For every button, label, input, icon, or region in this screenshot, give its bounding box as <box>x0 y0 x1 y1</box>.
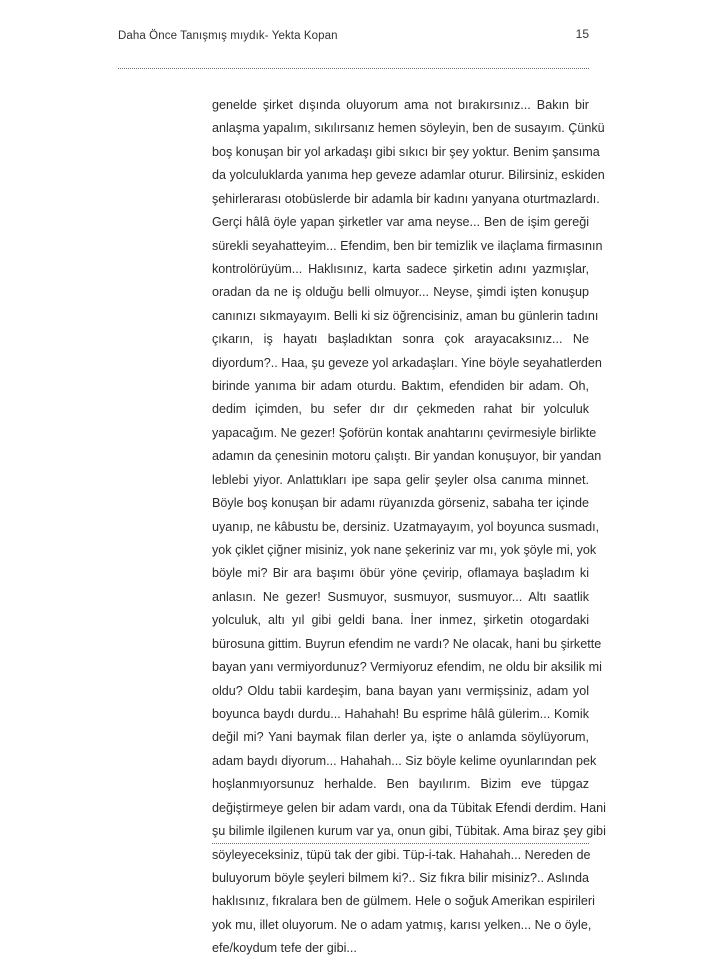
text-line: diyordum?.. Haa, şu geveze yol arkadaşları. Yine böyle seyahatlerden <box>212 355 602 370</box>
text-line: leblebi yiyor. Anlattıkları ipe sapa gelir şeyler olsa canıma minnet. <box>212 472 589 487</box>
text-line: sürekli seyahatteyim... Efendim, ben bir temizlik ve ilaçlama firmasının <box>212 238 603 253</box>
text-line: canınızı sıkmayayım. Belli ki siz öğrencisiniz, aman bu günlerin tadını <box>212 308 599 323</box>
page-number: 15 <box>575 27 589 41</box>
text-line: Gerçi hâlâ öyle yapan şirketler var ama neyse... Ben de işim gereği <box>212 215 589 230</box>
text-line: adamın da çenesinin motoru çalıştı. Bir yandan konuşuyor, bir yandan <box>212 449 602 464</box>
text-line: yolculuk, altı yıl gibi geldi bana. İner inmez, şirketin otogardaki <box>212 613 589 628</box>
text-line: şehirlerarası otobüslerde bir adamla bir kadını yanyana oturtmazlardı. <box>212 191 600 206</box>
text-line: uyanıp, ne kâbustu be, dersiniz. Uzatmayayım, yol boyunca susmadı, <box>212 519 600 534</box>
text-line: bayan yanı vermiyordunuz? Vermiyoruz efendim, ne oldu bir aksilik mi <box>212 660 602 675</box>
text-line: yok mu, illet oluyorum. Ne o adam yatmış, karısı yelken... Ne o öyle, <box>212 917 592 932</box>
text-line: yok çiklet çiğner misiniz, yok nane şekeriniz var mı, yok şöyle mi, yok <box>212 543 597 558</box>
text-line: böyle mi? Bir ara başımı öbür yöne çevirip, oflamaya başladım ki <box>212 566 589 581</box>
text-line: yapacağım. Ne gezer! Şoförün kontak anahtarını çevirmesiyle birlikte <box>212 425 597 440</box>
text-line: boş konuşan bir yol arkadaşı gibi sıkıcı bir şey yoktur. Benim şansıma <box>212 144 600 159</box>
text-line: hoşlanmıyorsunuz herhalde. Ben bayılırım. Bizim eve tüpgaz <box>212 777 589 792</box>
running-header: Daha Önce Tanışmış mıydık- Yekta Kopan <box>118 30 338 42</box>
text-line: anlaşma yapalım, sıkılırsanız hemen söyleyin, ben de susayım. Çünkü <box>212 121 605 136</box>
text-line: buluyorum böyle şeyleri bilmem ki?.. Siz fıkra bilir misiniz?.. Aslında <box>212 870 589 885</box>
text-line: genelde şirket dışında oluyorum ama not bırakırsınız... Bakın bir <box>212 98 589 112</box>
text-line: birinde yanıma bir adam oturdu. Baktım, efendiden bir adam. Oh, <box>212 379 589 394</box>
text-line: efe/koydum tefe der gibi... <box>212 941 357 956</box>
text-line: da yolculuklarda yanıma hep geveze adamlar oturur. Bilirsiniz, eskiden <box>212 168 605 183</box>
text-line: Böyle boş konuşan bir adamı rüyanızda görseniz, sabaha ter içinde <box>212 496 589 511</box>
text-line: haklısınız, fıkralara ben de gülmem. Hele o soğuk Amerikan espirileri <box>212 894 595 909</box>
footer-divider <box>212 843 589 844</box>
text-line: anlasın. Ne gezer! Susmuyor, susmuyor, susmuyor... Altı saatlik <box>212 589 589 604</box>
text-line: şu bilimle ilgilenen kurum var ya, onun gibi, Tübitak. Ama biraz şey gibi <box>212 824 606 839</box>
text-line: bürosuna gittim. Buyrun efendim ne vardı? Ne olacak, hani bu şirkette <box>212 636 602 651</box>
text-line: çıkarın, iş hayatı başladıktan sonra çok arayacaksınız... Ne <box>212 332 589 347</box>
text-line: dedim içimden, bu sefer dır dır çekmeden rahat bir yolculuk <box>212 402 589 417</box>
text-line: söyleyeceksiniz, tüpü tak der gibi. Tüp-i-tak. Hahahah... Nereden de <box>212 847 591 862</box>
text-line: oradan da ne iş olduğu belli olmuyor... Neyse, şimdi işten konuşup <box>212 285 589 300</box>
text-line: boyunca baydı durdu... Hahahah! Bu esprime hâlâ gülerim... Komik <box>212 706 589 721</box>
text-line: oldu? Oldu tabii kardeşim, bana bayan yanı vermişsiniz, adam yol <box>212 683 589 698</box>
text-line: değiştirmeye gelen bir adam vardı, ona da Tübitak Efendi derdim. Hani <box>212 800 606 815</box>
text-line: kontrolörüyüm... Haklısınız, karta sadece şirketin adını yazmışlar, <box>212 261 589 276</box>
header-divider <box>118 68 589 69</box>
text-line: değil mi? Yani baymak filan derler ya, işte o anlamda söylüyorum, <box>212 730 589 745</box>
body-text <box>212 94 606 961</box>
text-line: adam baydı diyorum... Hahahah... Siz böyle kelime oyunlarından pek <box>212 753 597 768</box>
